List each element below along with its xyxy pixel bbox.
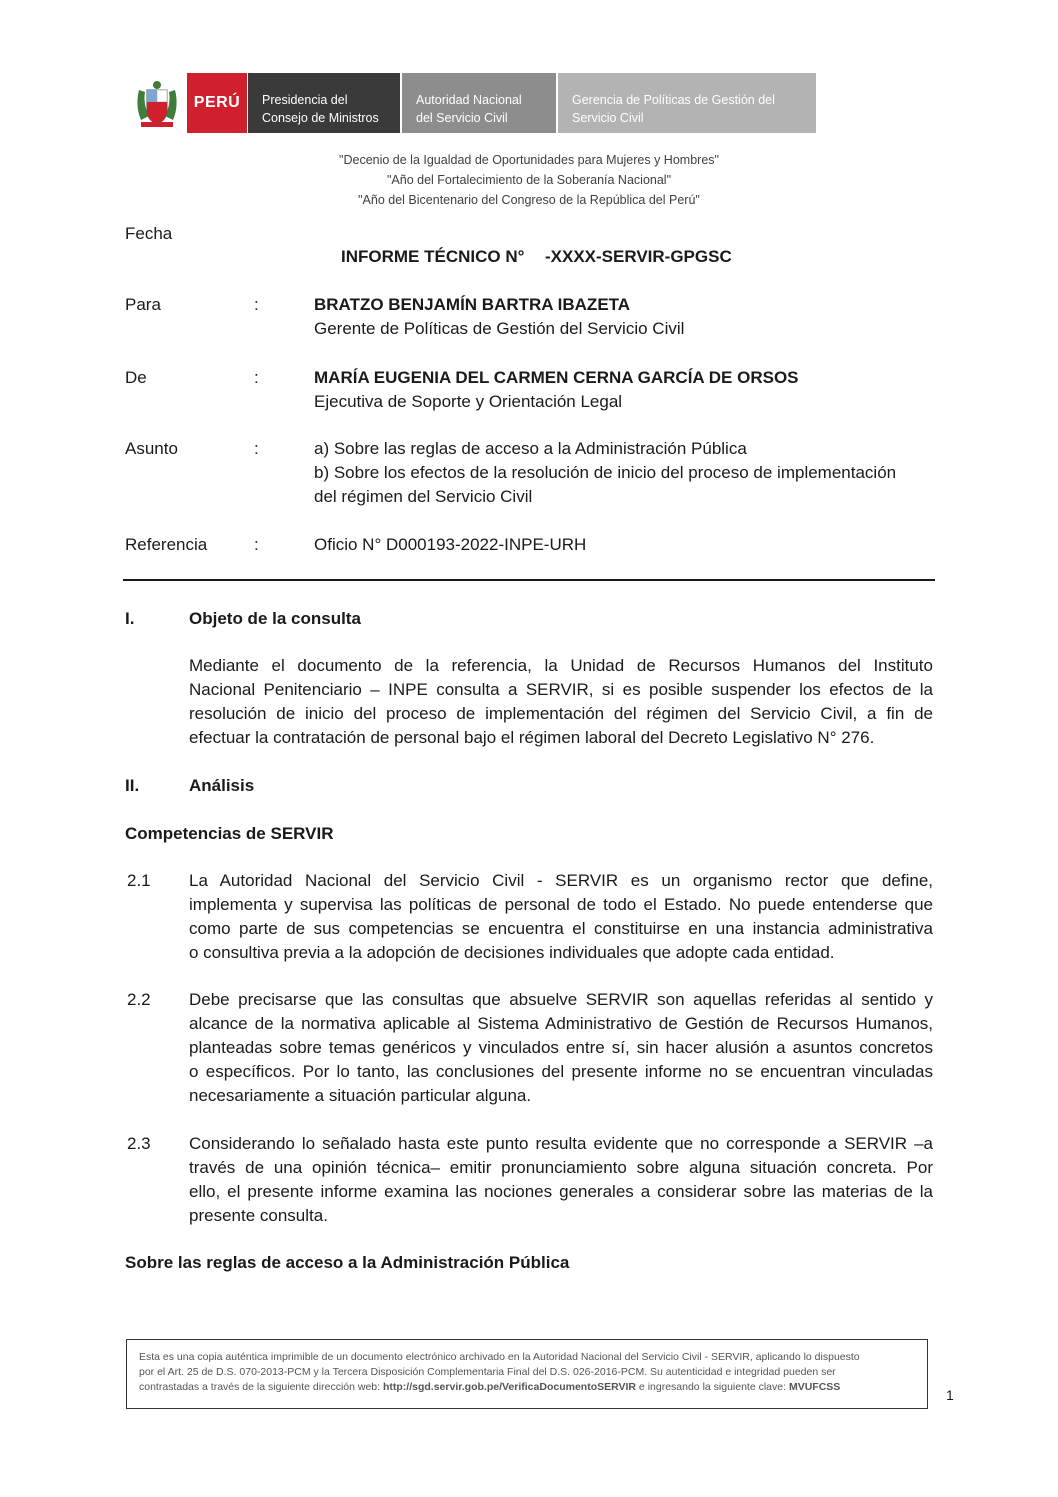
page-number: 1 (946, 1387, 954, 1403)
section-2-number: II. (125, 776, 140, 795)
de-role: Ejecutiva de Soporte y Orientación Legal (314, 392, 623, 411)
item-2-1-number: 2.1 (127, 871, 151, 890)
item-2-1-line-4: o consultiva previa a la adopción de decisiones individuales que adopte cada entidad. (189, 943, 835, 962)
item-2-2-number: 2.2 (127, 990, 151, 1009)
item-2-3-line-1: Considerando lo señalado hasta este punto resulta evidente que no corresponde a SERVIR –a (189, 1134, 933, 1153)
peru-logo (187, 73, 247, 133)
asunto-colon: : (254, 439, 259, 458)
item-2-3-paragraph (189, 1132, 933, 1228)
verification-url-link[interactable]: http://sgd.servir.gob.pe/VerificaDocumentoSERVIR (382, 1381, 637, 1393)
item-2-2-line-5: necesariamente a situación particular alguna. (189, 1086, 532, 1105)
asunto-line-b1: b) Sobre los efectos de la resolución de inicio del proceso de implementación (314, 463, 897, 482)
para-role: Gerente de Políticas de Gestión del Servicio Civil (314, 319, 685, 338)
motto-line-2: "Año del Fortalecimiento de la Soberanía Nacional" (386, 173, 672, 187)
notice-line-3-text: contrastadas a través de la siguiente dirección web: (139, 1381, 381, 1393)
item-2-2-paragraph (189, 988, 933, 1108)
de-label: De (125, 368, 147, 387)
para-label: Para (125, 295, 161, 314)
divider-rule (123, 579, 935, 581)
notice-line-3-mid: e ingresando la siguiente clave: (636, 1381, 789, 1393)
authenticity-notice (126, 1339, 928, 1409)
header-pcm-cell (248, 73, 400, 133)
coat-of-arms-icon (131, 76, 183, 134)
asunto-line-b2: del régimen del Servicio Civil (314, 487, 533, 506)
item-2-3-line-2: través de una opinión técnica– emitir pronunciamiento sobre alguna situación concreta. Por (189, 1158, 933, 1177)
item-2-1-line-2: implementa y supervisa las políticas de personal de todo el Estado. No puede entenderse que (189, 895, 933, 914)
motto-line-3: "Año del Bicentenario del Congreso de la República del Perú" (358, 193, 700, 207)
referencia-value: Oficio N° D000193-2022-INPE-URH (314, 535, 587, 554)
section-1-title: Objeto de la consulta (189, 609, 361, 628)
header-gerencia-line1: Gerencia de Políticas de Gestión del (572, 93, 775, 107)
header-servir-cell (402, 73, 556, 133)
subheading-competencias: Competencias de SERVIR (125, 824, 334, 843)
section-1-paragraph (189, 654, 933, 750)
de-name: MARÍA EUGENIA DEL CARMEN CERNA GARCÍA DE ORSOS (314, 368, 799, 387)
item-2-3-line-3: ello, el presente informe examina las nociones generales a considerar sobre las materias de la (189, 1182, 933, 1201)
item-2-1-line-1: La Autoridad Nacional del Servicio Civil - SERVIR es un organismo rector que define, (189, 871, 933, 890)
item-2-2-line-1: Debe precisarse que las consultas que absuelve SERVIR son aquellas referidas al sentido y (189, 990, 933, 1009)
section-1-line-1: Mediante el documento de la referencia, la Unidad de Recursos Humanos del Instituto (189, 656, 933, 675)
item-2-2-line-3: planteadas sobre temas genéricos y vinculados entre sí, sin hacer alusión a asuntos concretos (189, 1038, 933, 1057)
asunto-line-a: a) Sobre las reglas de acceso a la Administración Pública (314, 439, 747, 458)
item-2-3-number: 2.3 (127, 1134, 151, 1153)
header-gerencia-line2: Servicio Civil (572, 111, 644, 125)
section-1-line-4: efectuar la contratación de personal bajo el régimen laboral del Decreto Legislativo N° 276. (189, 728, 875, 747)
item-2-3-line-4: presente consulta. (189, 1206, 328, 1225)
verification-key: MVUFCSS (788, 1381, 841, 1393)
header-servir-line1: Autoridad Nacional (416, 93, 522, 107)
header-pcm-line1: Presidencia del (262, 93, 348, 107)
referencia-colon: : (254, 535, 259, 554)
report-title-right: -XXXX-SERVIR-GPGSC (545, 247, 732, 266)
notice-line-1: Esta es una copia auténtica imprimible de un documento electrónico archivado en la Autoridad Nacional del Servicio Civil - SERVIR, aplicando lo dispuesto (139, 1351, 860, 1363)
item-2-2-line-4: o específicos. Por lo tanto, las conclusiones del presente informe no se encuentran vinculadas (189, 1062, 933, 1081)
section-2-title: Análisis (189, 776, 255, 795)
header-pcm-line2: Consejo de Ministros (262, 111, 379, 125)
notice-line-3 (139, 1380, 915, 1395)
motto-line-1: "Decenio de la Igualdad de Oportunidades para Mujeres y Hombres" (339, 153, 719, 167)
fecha-label: Fecha (125, 224, 173, 243)
referencia-label: Referencia (125, 535, 208, 554)
section-1-line-2: Nacional Penitenciario – INPE consulta a SERVIR, si es posible suspender los efectos de la (189, 680, 933, 699)
de-colon: : (254, 368, 259, 387)
subheading-reglas-acceso: Sobre las reglas de acceso a la Administración Pública (125, 1253, 570, 1272)
item-2-1-line-3: como parte de sus competencias se encuentra el constituirse en una instancia administrativa (189, 919, 933, 938)
mottos (0, 150, 1058, 210)
header-gerencia-cell (558, 73, 816, 133)
peru-logo-label: PERÚ (193, 94, 241, 111)
section-1-number: I. (125, 609, 135, 628)
asunto-label: Asunto (125, 439, 178, 458)
notice-line-2: por el Art. 25 de D.S. 070-2013-PCM y la Tercera Disposición Complementaria Final del D.S. 026-2016-PCM. Su autenticidad e integridad pueden ser (139, 1366, 836, 1378)
header-servir-line2: del Servicio Civil (416, 111, 508, 125)
item-2-1-paragraph (189, 869, 933, 965)
para-name: BRATZO BENJAMÍN BARTRA IBAZETA (314, 295, 631, 314)
para-colon: : (254, 295, 259, 314)
report-title-left: INFORME TÉCNICO N° (341, 247, 525, 266)
item-2-2-line-2: alcance de la normativa aplicable al Sistema Administrativo de Gestión de Recursos Humanos, (189, 1014, 933, 1033)
section-1-line-3: resolución de inicio del proceso de implementación del régimen del Servicio Civil, a fin de (189, 704, 933, 723)
